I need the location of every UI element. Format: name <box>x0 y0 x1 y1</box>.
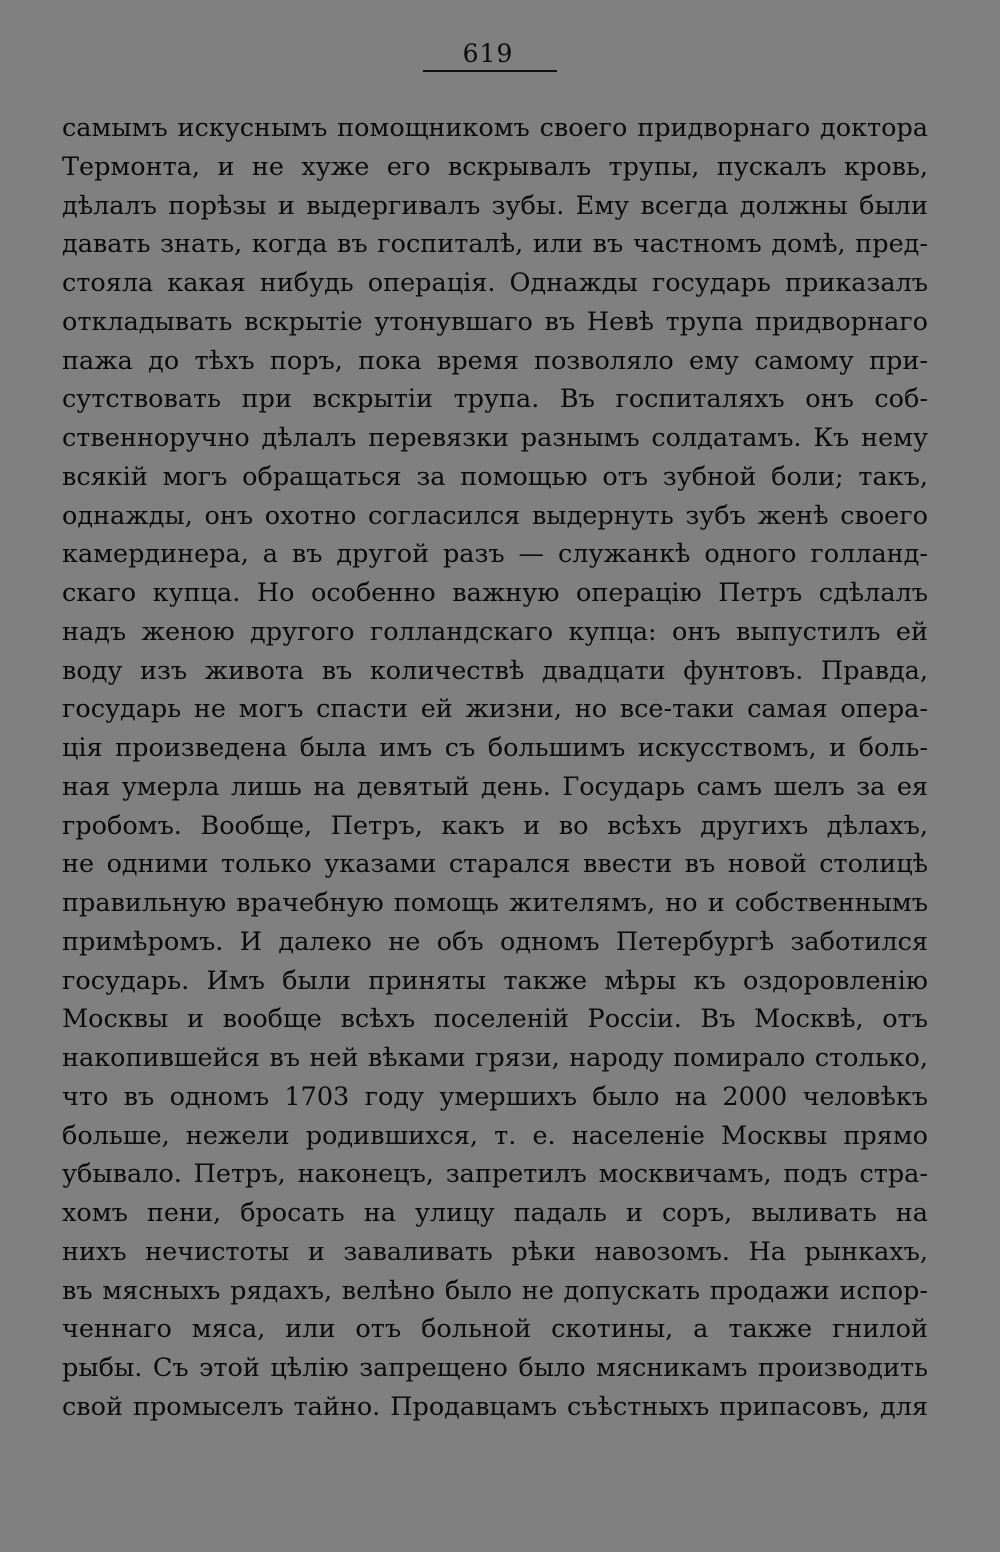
text-line: въ мясныхъ рядахъ, велѣно было не допускать продажи испор- <box>62 1275 928 1306</box>
text-line: накопившейся въ ней вѣками грязи, народу помирало столько, <box>62 1043 928 1073</box>
text-line: однажды, онъ охотно согласился выдернуть зубъ женѣ своего <box>62 500 928 531</box>
text-line: камердинера, а въ другой разъ — служанкѣ одного голланд- <box>62 539 928 570</box>
text-line: ція произведена была имъ съ большимъ искусствомъ, и боль- <box>62 733 928 763</box>
text-line: давать знать, когда въ госпиталѣ, или въ частномъ домѣ, пред- <box>62 229 928 260</box>
text-line: откладывать вскрытіе утонувшаго въ Невѣ трупа придворнаго <box>62 306 928 337</box>
text-line: дѣлалъ порѣзы и выдергивалъ зубы. Ему всегда должны были <box>62 190 928 221</box>
text-line: примѣромъ. И далеко не объ одномъ Петербургѣ заботился <box>62 926 928 957</box>
text-line: государь не могъ спасти ей жизни, но все-таки самая опера- <box>62 694 928 725</box>
text-line: государь. Имъ были приняты также мѣры къ оздоровленію <box>62 965 928 996</box>
text-line: гробомъ. Вообще, Петръ, какъ и во всѣхъ другихъ дѣлахъ, <box>62 810 928 841</box>
text-line: ченнаго мяса, или отъ больной скотины, а также гнилой <box>62 1314 928 1345</box>
text-line: рыбы. Съ этой цѣлію запрещено было мясникамъ производить <box>62 1353 928 1383</box>
text-line: ственноручно дѣлалъ перевязки разнымъ солдатамъ. Къ нему <box>62 423 928 453</box>
text-line: сутствовать при вскрытіи трупа. Въ госпиталяхъ онъ соб- <box>62 384 928 415</box>
text-line: Термонта, и не хуже его вскрывалъ трупы, пускалъ кровь, <box>62 151 928 182</box>
body-text <box>62 109 928 1427</box>
text-line: стояла какая нибудь операція. Однажды государь приказалъ <box>62 268 928 298</box>
text-line: воду изъ живота въ количествѣ двадцати фунтовъ. Правда, <box>62 655 928 686</box>
text-line: убывало. Петръ, наконецъ, запретилъ москвичамъ, подъ стра- <box>62 1159 928 1190</box>
text-line: правильную врачебную помощь жителямъ, но и собственнымъ <box>62 888 928 918</box>
text-line: нихъ нечистоты и заваливать рѣки навозомъ. На рынкахъ, <box>62 1236 928 1267</box>
text-line: хомъ пени, бросать на улицу падаль и соръ, выливать на <box>62 1198 928 1228</box>
text-line: свой промыселъ тайно. Продавцамъ съѣстныхъ припасовъ, для <box>62 1391 928 1422</box>
text-line: самымъ искуснымъ помощникомъ своего придворнаго доктора <box>62 113 928 143</box>
text-line: ная умерла лишь на девятый день. Государь самъ шелъ за ея <box>62 771 928 802</box>
text-line: надъ женою другого голландскаго купца: онъ выпустилъ ей <box>62 616 928 647</box>
page-number-rule <box>423 70 557 72</box>
text-line: Москвы и вообще всѣхъ поселеній Россіи. Въ Москвѣ, отъ <box>62 1004 928 1035</box>
text-line: что въ одномъ 1703 году умершихъ было на 2000 человѣкъ <box>62 1081 928 1112</box>
text-line: больше, нежели родившихся, т. е. населеніе Москвы прямо <box>62 1120 928 1151</box>
page-number: 619 <box>462 39 514 68</box>
text-line: скаго купца. Но особенно важную операцію Петръ сдѣлалъ <box>62 578 928 608</box>
text-line: пажа до тѣхъ поръ, пока время позволяло ему самому при- <box>62 345 928 376</box>
text-line: всякій могъ обращаться за помощью отъ зубной боли; такъ, <box>62 461 928 492</box>
text-line: не одними только указами старался ввести въ новой столицѣ <box>62 849 928 880</box>
